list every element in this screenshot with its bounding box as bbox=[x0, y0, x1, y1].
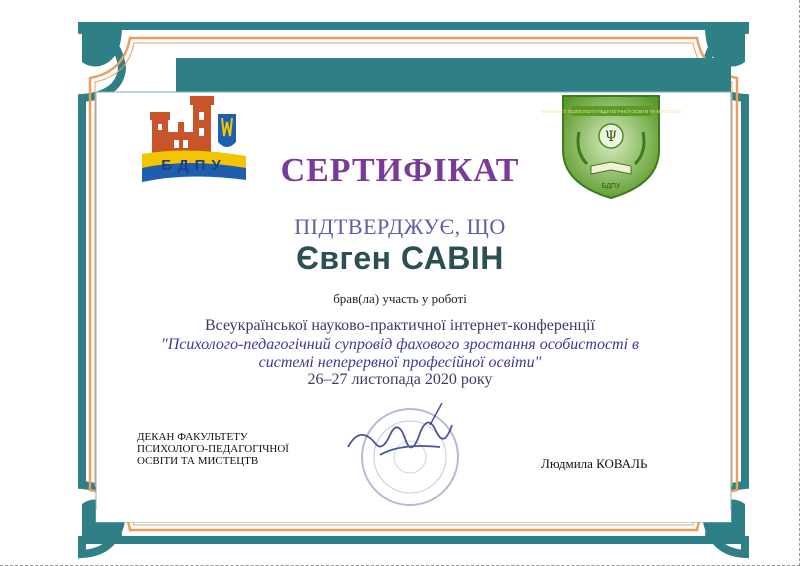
dean-position bbox=[137, 431, 289, 467]
conference-dates: 26–27 листопада 2020 року bbox=[307, 371, 493, 388]
participation-text: брав(ла) участь у роботі bbox=[333, 291, 467, 306]
emblem-text: ФАКУЛЬТЕТ ПСИХОЛОГО-ПЕДАГОГІЧНОЇ ОСВІТИ ТА МИСТЕЦТВ bbox=[540, 109, 682, 114]
position-line-1: ДЕКАН ФАКУЛЬТЕТУ bbox=[137, 431, 248, 443]
conference-type: Всеукраїнської науково-практичної інтернет-конференції bbox=[205, 317, 595, 334]
round-stamp-seal-with-signature bbox=[320, 395, 510, 505]
logo-wordmark: БДПУ bbox=[161, 157, 227, 174]
certificate-title: СЕРТИФІКАТ bbox=[280, 152, 520, 189]
top-band bbox=[176, 58, 731, 92]
conference-title-line-1: "Психолого-педагогічний супровід фахового зростання особистості в bbox=[161, 336, 639, 353]
position-line-2: ПСИХОЛОГО-ПЕДАГОГІЧНОЇ bbox=[137, 443, 289, 455]
conference-title bbox=[0, 336, 800, 372]
position-line-3: ОСВІТИ ТА МИСТЕЦТВ bbox=[137, 455, 259, 467]
recipient-name: Євген САВІН bbox=[296, 240, 504, 276]
psi-letter: Ψ bbox=[604, 129, 618, 145]
bottom-band bbox=[96, 510, 731, 522]
conference-title-line-2: системі неперервної професійної освіти" bbox=[258, 354, 542, 371]
confirms-heading: ПІДТВЕРДЖУЄ, ЩО bbox=[294, 214, 506, 239]
signer-name: Людмила КОВАЛЬ bbox=[541, 456, 648, 471]
emblem-bottom-text: БДПУ bbox=[601, 183, 621, 190]
